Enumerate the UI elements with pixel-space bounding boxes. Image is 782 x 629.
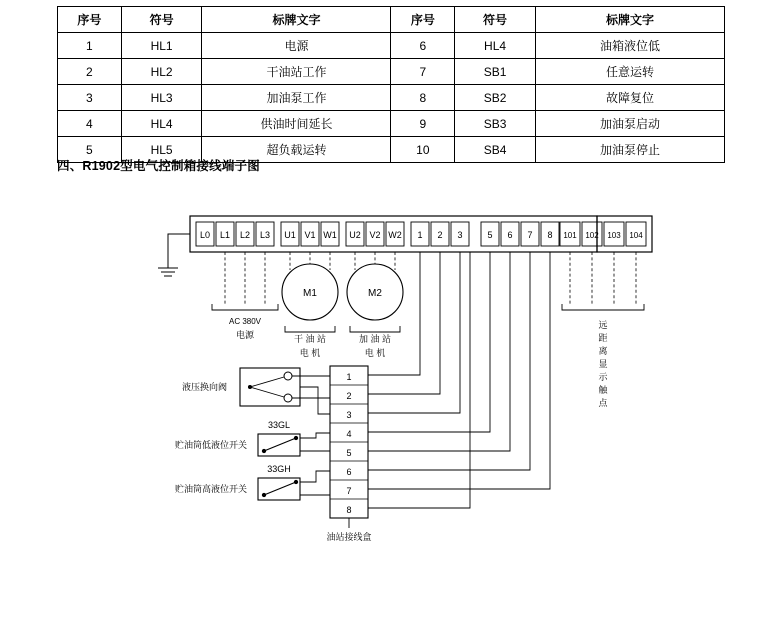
motor1-label-line2: 电 机 [299,348,321,358]
terminal-strip-box-right [597,216,652,252]
terminal-label: 7 [527,230,533,240]
terminal-wiring-diagram [0,176,782,576]
table-cell: 油箱液位低 [535,33,724,59]
table-header-cell: 符号 [121,7,202,33]
terminal-label: U1 [284,230,296,240]
table-header-cell: 标牌文字 [202,7,391,33]
terminal-label: L0 [199,230,211,240]
table-cell: SB2 [455,85,536,111]
junction-box-label: 油站接线盒 [326,532,372,542]
valve-internal-wiring [248,377,284,397]
terminal-label: 5 [487,230,493,240]
table-cell: 6 [391,33,455,59]
remote-label-char: 触 [598,385,608,395]
power-supply-lines [225,252,265,304]
terminal-label: 1 [417,230,423,240]
terminal-label: 8 [547,230,553,240]
low-level-switch-tag: 33GL [267,420,291,430]
valve-contact-top [284,372,292,380]
terminal-label: U2 [349,230,361,240]
terminal-labels [200,230,643,240]
table-cell: SB3 [455,111,536,137]
high-level-switch-wires [300,471,330,495]
remote-contact-label [598,320,608,408]
terminal-label: 104 [629,231,643,240]
remote-contact-lines [570,252,636,304]
high-level-switch [258,478,300,500]
remote-label-char: 示 [598,372,608,382]
high-level-switch-label: 贮油筒高液位开关 [174,484,247,494]
low-level-switch-wires [300,433,330,451]
power-label-line1: AC 380V [228,317,262,326]
terminal-label: V1 [304,230,316,240]
junction-terminal: 3 [346,410,352,420]
table-header-row [58,7,725,33]
table-cell: 7 [391,59,455,85]
table-header-cell: 标牌文字 [535,7,724,33]
remote-contact-bracket [562,304,644,310]
section-heading: 四、R1902型电气控制箱接线端子图 [57,159,260,173]
valve-to-box-wires [292,376,330,414]
remote-label-char: 点 [598,398,608,408]
table-cell: 5 [58,137,122,163]
table-row [58,111,725,137]
table-header-cell: 序号 [58,7,122,33]
table-cell: 4 [58,111,122,137]
table-cell: 加油泵工作 [202,85,391,111]
sign-plate-table-container [57,6,725,163]
terminal-label: W2 [388,230,402,240]
terminal-label: L1 [219,230,231,240]
junction-terminal: 1 [346,372,352,382]
table-cell: HL3 [121,85,202,111]
terminal-label: 6 [507,230,513,240]
table-row [58,59,725,85]
table-cell: HL1 [121,33,202,59]
table-header-cell: 序号 [391,7,455,33]
terminal-label: 101 [563,231,577,240]
terminal-label: 103 [607,231,621,240]
power-supply-bracket [212,304,278,310]
table-cell: 超负载运转 [202,137,391,163]
ground-symbol [158,234,190,276]
junction-terminal: 5 [346,448,352,458]
motor2-id: M2 [368,288,382,299]
table-cell: 9 [391,111,455,137]
table-cell: 3 [58,85,122,111]
table-cell: SB1 [455,59,536,85]
table-row [58,33,725,59]
table-cell: HL2 [121,59,202,85]
table-cell: 加油泵停止 [535,137,724,163]
junction-terminal: 4 [346,429,352,439]
terminal-label: W1 [323,230,337,240]
motor2-bracket [350,326,400,332]
junction-wiring [368,252,550,508]
table-cell: HL4 [455,33,536,59]
table-cell: 电源 [202,33,391,59]
motor2-label-line1: 加 油 站 [358,334,392,344]
table-cell: HL5 [121,137,202,163]
junction-box-terminal-labels [346,372,351,515]
table-cell: 1 [58,33,122,59]
table-cell: 干油站工作 [202,59,391,85]
table-cell: 8 [391,85,455,111]
valve-contact-bottom [284,394,292,402]
low-level-switch [258,434,300,456]
junction-terminal: 6 [346,467,352,477]
motor2-label-line2: 电 机 [364,348,386,358]
terminal-label: L2 [239,230,251,240]
remote-label-char: 离 [598,346,608,356]
table-cell: 任意运转 [535,59,724,85]
table-cell: 10 [391,137,455,163]
motor1-id: M1 [303,288,317,299]
table-header-cell: 符号 [455,7,536,33]
table-cell: 加油泵启动 [535,111,724,137]
table-cell: HL4 [121,111,202,137]
table-cell: 故障复位 [535,85,724,111]
remote-label-char: 显 [598,359,608,369]
motor1-label-line1: 干 油 站 [293,334,327,344]
high-level-switch-tag: 33GH [267,464,291,474]
table-cell: 2 [58,59,122,85]
sign-plate-table [57,6,725,163]
junction-terminal: 8 [346,505,352,515]
table-cell: 供油时间延长 [202,111,391,137]
power-label-line2: 电源 [235,330,255,340]
terminal-label: 2 [437,230,443,240]
low-level-switch-label: 贮油筒低液位开关 [174,440,247,450]
remote-label-char: 距 [598,333,608,343]
hydraulic-valve-label: 液压换向阀 [181,382,227,392]
terminal-label: 102 [585,231,599,240]
motor1-bracket [285,326,335,332]
table-row [58,85,725,111]
table-cell: SB4 [455,137,536,163]
junction-terminal: 2 [346,391,352,401]
terminal-label: 3 [457,230,463,240]
remote-label-char: 远 [598,320,608,330]
junction-terminal: 7 [346,486,352,496]
terminal-label: V2 [369,230,381,240]
junction-box-dividers [330,385,368,499]
terminal-label: L3 [259,230,271,240]
